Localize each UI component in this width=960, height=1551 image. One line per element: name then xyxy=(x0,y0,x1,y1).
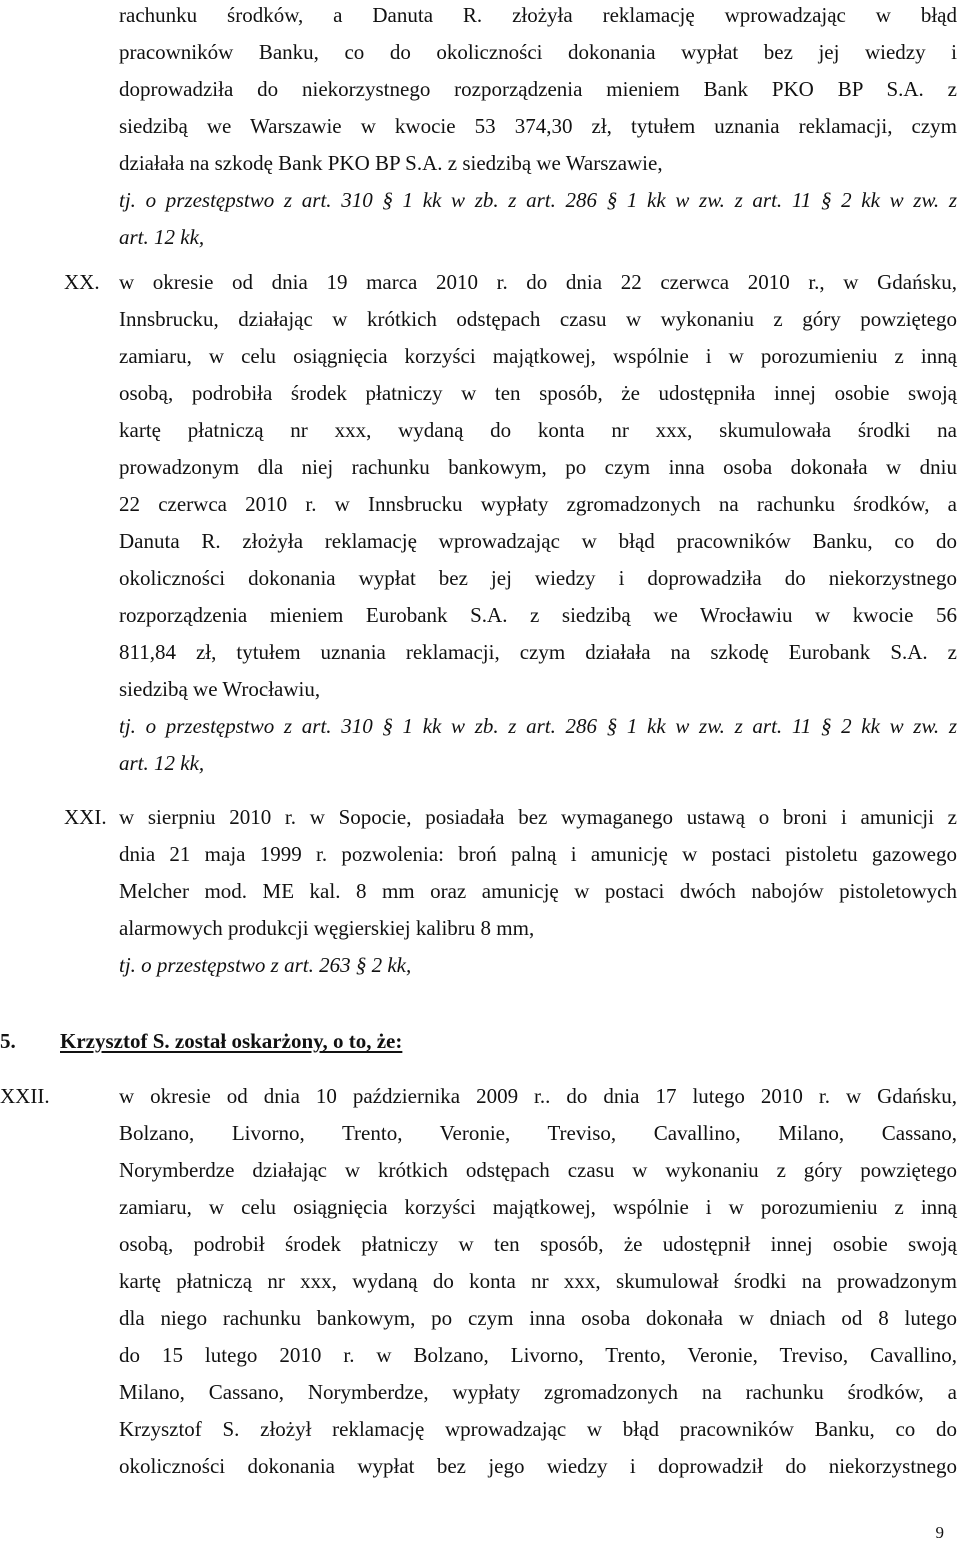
text-line: Milano, Cassano, Norymberdze, wypłaty zgromadzonych na rachunku środków, a xyxy=(119,1380,957,1404)
text-line: 811,84 zł, tytułem uznania reklamacji, czym działała na szkodę Eurobank S.A. z xyxy=(119,640,957,664)
text-line: dnia 21 maja 1999 r. pozwolenia: broń palną i amunicję w postaci pistoletu gazowego xyxy=(119,842,957,866)
text-line: siedzibą we Warszawie w kwocie 53 374,30 zł, tytułem uznania reklamacji, czym xyxy=(119,114,957,138)
text-line: Bolzano, Livorno, Trento, Veronie, Treviso, Cavallino, Milano, Cassano, xyxy=(119,1121,957,1145)
section-title: Krzysztof S. został oskarżony, o to, że: xyxy=(60,1029,403,1053)
text-line: kartę płatniczą nr xxx, wydaną do konta nr xxx, skumulowała środki na xyxy=(119,418,957,442)
text-line: siedzibą we Wrocławiu, xyxy=(119,677,321,701)
charge-paragraph xyxy=(119,1078,957,1485)
text-line: osobą, podrobił środek płatniczy w ten sposób, że udostępnił innej osobie swoją xyxy=(119,1232,957,1256)
charge-number: XX. xyxy=(64,270,100,294)
text-line: w okresie od dnia 10 października 2009 r.. do dnia 17 lutego 2010 r. w Gdańsku, xyxy=(119,1084,957,1108)
section-heading xyxy=(0,1023,402,1060)
text-line: działała na szkodę Bank PKO BP S.A. z siedzibą we Warszawie, xyxy=(119,151,663,175)
page-number: 9 xyxy=(935,1523,944,1542)
top-paragraph xyxy=(119,0,957,256)
text-line: zamiaru, w celu osiągnięcia korzyści majątkowej, wspólnie i w porozumieniu z inną xyxy=(119,1195,957,1219)
text-line: Innsbrucku, działając w krótkich odstępach czasu w wykonaniu z góry powziętego xyxy=(119,307,957,331)
legal-qualification-line: tj. o przestępstwo z art. 310 § 1 kk w zb. z art. 286 § 1 kk w zw. z art. 11 § 2 kk w zw. z xyxy=(119,714,957,738)
charge-paragraph xyxy=(119,799,957,984)
charge-paragraph xyxy=(119,264,957,782)
text-line: okoliczności dokonania wypłat bez jego wiedzy i doprowadził do niekorzystnego xyxy=(119,1454,957,1478)
text-line: Melcher mod. ME kal. 8 mm oraz amunicję w postaci dwóch nabojów pistoletowych xyxy=(119,879,957,903)
legal-qualification-line: art. 12 kk, xyxy=(119,751,205,775)
legal-qualification-line: tj. o przestępstwo z art. 263 § 2 kk, xyxy=(119,953,412,977)
text-line: 22 czerwca 2010 r. w Innsbrucku wypłaty zgromadzonych na rachunku środków, a xyxy=(119,492,957,516)
text-line: w sierpniu 2010 r. w Sopocie, posiadała bez wymaganego ustawą o broni i amunicji z xyxy=(119,805,957,829)
text-line: doprowadziła do niekorzystnego rozporządzenia mieniem Bank PKO BP S.A. z xyxy=(119,77,957,101)
legal-qualification-line: tj. o przestępstwo z art. 310 § 1 kk w zb. z art. 286 § 1 kk w zw. z art. 11 § 2 kk w zw. z xyxy=(119,188,957,212)
text-line: osobą, podrobiła środek płatniczy w ten sposób, że udostępniła innej osobie swoją xyxy=(119,381,957,405)
text-line: rachunku środków, a Danuta R. złożyła reklamację wprowadzając w błąd xyxy=(119,3,957,27)
text-line: Krzysztof S. złożył reklamację wprowadzając w błąd pracowników Banku, co do xyxy=(119,1417,957,1441)
text-line: prowadzonym dla niej rachunku bankowym, po czym inna osoba dokonała w dniu xyxy=(119,455,957,479)
text-line: Danuta R. złożyła reklamację wprowadzając w błąd pracowników Banku, co do xyxy=(119,529,957,553)
text-line: alarmowych produkcji węgierskiej kalibru 8 mm, xyxy=(119,916,535,940)
legal-qualification-line: art. 12 kk, xyxy=(119,225,205,249)
charge-number: XXII. xyxy=(0,1084,50,1108)
section-number: 5. xyxy=(0,1029,16,1053)
charge-number: XXI. xyxy=(64,805,107,829)
text-line: pracowników Banku, co do okoliczności dokonania wypłat bez jej wiedzy i xyxy=(119,40,957,64)
text-line: kartę płatniczą nr xxx, wydaną do konta nr xxx, skumulował środki na prowadzonym xyxy=(119,1269,957,1293)
text-line: rozporządzenia mieniem Eurobank S.A. z siedzibą we Wrocławiu w kwocie 56 xyxy=(119,603,957,627)
text-line: w okresie od dnia 19 marca 2010 r. do dnia 22 czerwca 2010 r., w Gdańsku, xyxy=(119,270,957,294)
text-line: dla niego rachunku bankowym, po czym inna osoba dokonała w dniach od 8 lutego xyxy=(119,1306,957,1330)
text-line: zamiaru, w celu osiągnięcia korzyści majątkowej, wspólnie i w porozumieniu z inną xyxy=(119,344,957,368)
text-line: do 15 lutego 2010 r. w Bolzano, Livorno, Trento, Veronie, Treviso, Cavallino, xyxy=(119,1343,957,1367)
text-line: Norymberdze działając w krótkich odstępach czasu w wykonaniu z góry powziętego xyxy=(119,1158,957,1182)
text-line: okoliczności dokonania wypłat bez jej wiedzy i doprowadziła do niekorzystnego xyxy=(119,566,957,590)
